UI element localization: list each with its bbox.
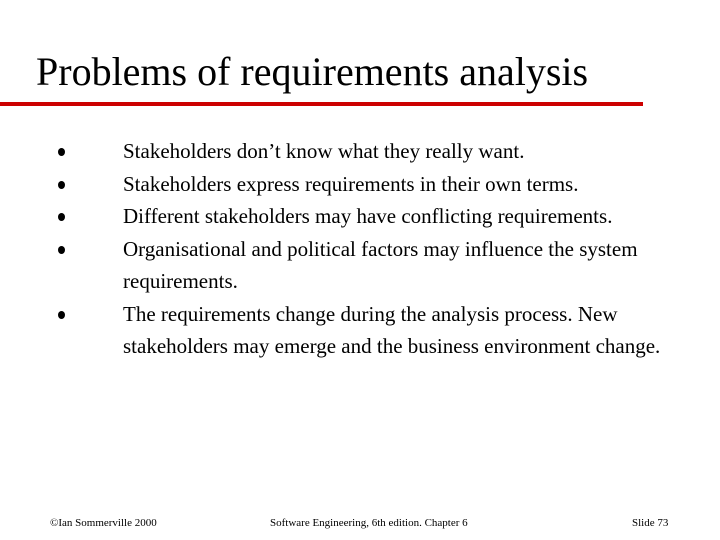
bullet-text: Different stakeholders may have conflicting requirements. — [123, 204, 613, 228]
footer-book-title: Software Engineering, 6th edition. Chapter 6 — [270, 517, 468, 529]
bullet-dot-icon — [58, 311, 65, 319]
bullet-list — [58, 135, 698, 363]
title-underline — [0, 102, 643, 106]
bullet-dot-icon — [58, 213, 65, 221]
bullet-text: Stakeholders don’t know what they really want. — [123, 139, 525, 163]
bullet-item — [58, 298, 698, 363]
footer-copyright: ©Ian Sommerville 2000 — [50, 517, 157, 529]
slide-title: Problems of requirements analysis — [36, 49, 589, 94]
bullet-item — [58, 135, 698, 168]
bullet-text: Organisational and political factors may influence the system requirements. — [123, 236, 638, 293]
bullet-dot-icon — [58, 246, 65, 254]
bullet-dot-icon — [58, 181, 65, 189]
footer-slide-number: Slide 73 — [632, 517, 669, 529]
bullet-text: Stakeholders express requirements in their own terms. — [123, 171, 579, 196]
bullet-dot-icon — [58, 148, 65, 156]
bullet-text: The requirements change during the analysis process. New stakeholders may emerge and the business environment change. — [123, 301, 661, 358]
bullet-item — [58, 200, 698, 233]
bullet-item — [58, 168, 698, 201]
bullet-item — [58, 233, 698, 298]
